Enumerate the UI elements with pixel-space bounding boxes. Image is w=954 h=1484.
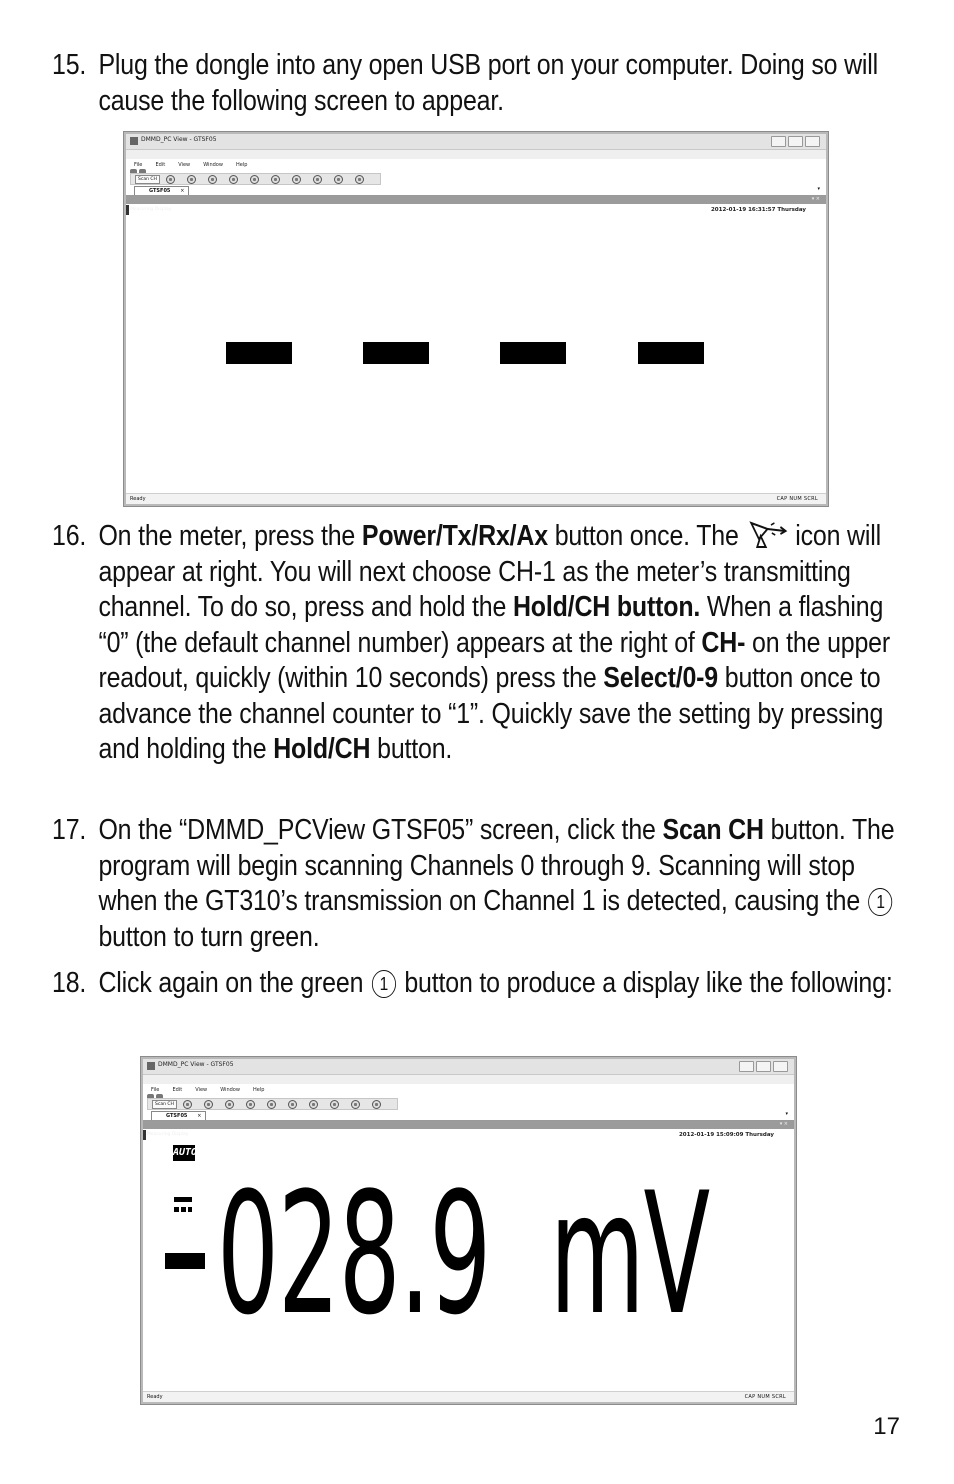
channel-toolbar bbox=[130, 173, 381, 185]
menu-bar bbox=[143, 1075, 794, 1093]
window-title: DMMD_PC View - GTSF05 bbox=[141, 136, 217, 143]
negative-sign bbox=[165, 1253, 205, 1269]
datetime-readout: 2012-01-19 15:09:09 Thursday bbox=[678, 1132, 774, 1138]
bargraph-symbol bbox=[174, 1197, 192, 1202]
channel-button-icon[interactable] bbox=[204, 1100, 213, 1109]
menu-help[interactable]: Help bbox=[253, 1087, 265, 1093]
panel-marker bbox=[126, 205, 129, 215]
tab-gtsf05[interactable]: GTSF05 × bbox=[134, 186, 189, 195]
title-bar bbox=[126, 134, 826, 150]
channel-button-icon[interactable] bbox=[288, 1100, 297, 1109]
measurement-reading: 028.9 mV bbox=[217, 1156, 710, 1352]
channel-1-button-icon: 1 bbox=[869, 888, 893, 916]
tab-close-icon[interactable]: × bbox=[197, 1113, 202, 1119]
maximize-icon[interactable] bbox=[756, 1061, 771, 1072]
tab-gtsf05[interactable]: GTSF05 × bbox=[151, 1111, 206, 1120]
status-keys: CAP NUM SCRL bbox=[744, 1394, 786, 1400]
step-number: 18. bbox=[52, 967, 87, 999]
window-controls bbox=[771, 136, 820, 147]
close-icon[interactable] bbox=[805, 136, 820, 147]
menu-edit[interactable]: Edit bbox=[172, 1087, 183, 1093]
channel-button-icon[interactable] bbox=[271, 175, 280, 184]
status-bar bbox=[143, 1391, 794, 1402]
panel-marker bbox=[143, 1130, 146, 1140]
step-text: Plug the dongle into any open USB port on your computer. Doing so will cause the following screen to appear. bbox=[98, 49, 879, 117]
status-ready: Ready bbox=[147, 1394, 163, 1400]
blank-digit bbox=[638, 342, 704, 364]
step-18 bbox=[52, 966, 893, 1002]
channel-button-icon[interactable] bbox=[351, 1100, 360, 1109]
scan-ch-button[interactable]: Scan CH bbox=[152, 1100, 177, 1109]
channel-button-icon[interactable] bbox=[330, 1100, 339, 1109]
maximize-icon[interactable] bbox=[788, 136, 803, 147]
tab-close-icon[interactable]: × bbox=[180, 188, 185, 194]
step-16 bbox=[52, 519, 891, 768]
page-number: 17 bbox=[873, 1413, 900, 1440]
channel-button-icon[interactable] bbox=[313, 175, 322, 184]
menu-window[interactable]: Window bbox=[203, 162, 223, 168]
channel-toolbar bbox=[147, 1098, 398, 1110]
panel-close-icon[interactable]: ▾ × bbox=[811, 196, 820, 202]
step-number: 15. bbox=[52, 49, 87, 81]
panel-close-icon[interactable]: ▾ × bbox=[779, 1121, 788, 1127]
blank-digit bbox=[500, 342, 566, 364]
channel-button-icon[interactable] bbox=[355, 175, 364, 184]
menu-window[interactable]: Window bbox=[220, 1087, 240, 1093]
step-number: 16. bbox=[52, 520, 87, 552]
screenshot-2 bbox=[141, 1057, 796, 1404]
step-number: 17. bbox=[52, 814, 87, 846]
menu-view[interactable]: View bbox=[195, 1087, 208, 1093]
app-icon bbox=[147, 1062, 155, 1070]
step-15 bbox=[52, 48, 879, 119]
datetime-readout: 2012-01-19 16:31:57 Thursday bbox=[710, 207, 806, 213]
tool-icons bbox=[130, 161, 160, 171]
channel-button-icon[interactable] bbox=[225, 1100, 234, 1109]
channel-button-icon[interactable] bbox=[267, 1100, 276, 1109]
channel-button-icon[interactable] bbox=[229, 175, 238, 184]
channel-1-button-icon: 1 bbox=[372, 970, 396, 998]
status-keys: CAP NUM SCRL bbox=[776, 496, 818, 502]
dropdown-icon[interactable]: ▾ bbox=[785, 1111, 788, 1117]
channel-button-icon[interactable] bbox=[208, 175, 217, 184]
step-text: Click again on the green 1 button to produce a display like the following: bbox=[98, 967, 893, 999]
channel-button-icon[interactable] bbox=[292, 175, 301, 184]
status-ready: Ready bbox=[130, 496, 146, 502]
menu-view[interactable]: View bbox=[178, 162, 191, 168]
scan-ch-button[interactable]: Scan CH bbox=[135, 175, 160, 184]
channel-button-icon[interactable] bbox=[334, 175, 343, 184]
menu-help[interactable]: Help bbox=[236, 162, 248, 168]
screenshot-1 bbox=[124, 132, 828, 506]
step-17 bbox=[52, 813, 895, 955]
auto-range-badge: AUTO bbox=[173, 1145, 195, 1161]
bargraph-symbol bbox=[174, 1207, 192, 1212]
panel-label: Measuring Display bbox=[130, 207, 172, 212]
transmit-antenna-icon bbox=[749, 519, 789, 549]
channel-button-icon[interactable] bbox=[183, 1100, 192, 1109]
step-text: On the meter, press the Power/Tx/Rx/Ax button once. The icon will appear at right. You will next choose CH-1 as the meter’s transmitting channel. To do so, press and hold the Hold/CH button. When a flashing “0” (the default channel number) appears at the right of CH- on the upper readout, quickly (within 10 seconds) press the Select/0-9 button once to advance the channel counter to “1”. Quickly save the setting by pressing and holding the Hold/CH button. bbox=[98, 520, 891, 765]
minimize-icon[interactable] bbox=[739, 1061, 754, 1072]
blank-digit bbox=[226, 342, 292, 364]
tool-icons bbox=[147, 1086, 177, 1096]
menu-file[interactable]: File bbox=[151, 1087, 160, 1093]
tab-row bbox=[126, 185, 826, 196]
app-icon bbox=[130, 137, 138, 145]
channel-button-icon[interactable] bbox=[187, 175, 196, 184]
minimize-icon[interactable] bbox=[771, 136, 786, 147]
tab-row bbox=[143, 1110, 794, 1121]
channel-button-icon[interactable] bbox=[246, 1100, 255, 1109]
menu-bar bbox=[126, 150, 826, 168]
channel-button-icon[interactable] bbox=[309, 1100, 318, 1109]
close-icon[interactable] bbox=[773, 1061, 788, 1072]
channel-button-icon[interactable] bbox=[166, 175, 175, 184]
window-title: DMMD_PC View - GTSF05 bbox=[158, 1061, 234, 1068]
title-bar bbox=[143, 1059, 794, 1075]
step-text: On the “DMMD_PCView GTSF05” screen, click the Scan CH button. The program will begin scanning Channels 0 through 9. Scanning will stop when the GT310’s transmission on Channel 1 is detected, causing the 1 button to turn green. bbox=[98, 814, 895, 953]
menu-edit[interactable]: Edit bbox=[155, 162, 166, 168]
panel-label: Measuring Display bbox=[147, 1132, 189, 1137]
channel-button-icon[interactable] bbox=[250, 175, 259, 184]
menu-file[interactable]: File bbox=[134, 162, 143, 168]
dropdown-icon[interactable]: ▾ bbox=[817, 186, 820, 192]
channel-button-icon[interactable] bbox=[372, 1100, 381, 1109]
blank-digit bbox=[363, 342, 429, 364]
window-controls bbox=[739, 1061, 788, 1072]
status-bar bbox=[126, 493, 826, 504]
